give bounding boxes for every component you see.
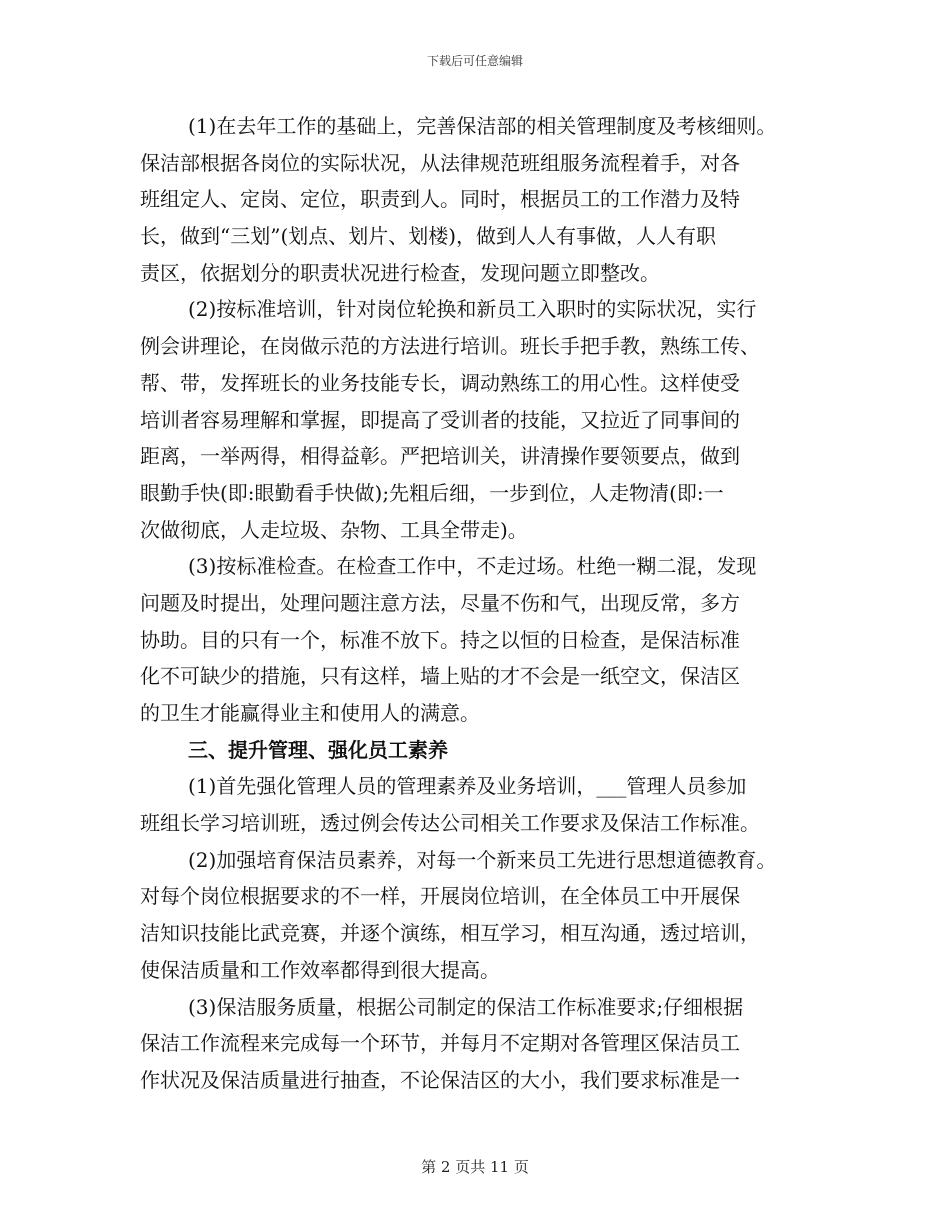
paragraph-line: (1)在去年工作的基础上，完善保洁部的相关管理制度及考核细则。 <box>188 114 777 138</box>
paragraph-line: 洁知识技能比武竞赛，并逐个演练，相互学习，相互沟通，透过培训， <box>140 921 760 946</box>
paragraph-line: (3)保洁服务质量，根据公司制定的保洁工作标准要求;仔细根据 <box>188 994 744 1019</box>
paragraph-line: 长，做到“三划”(划点、划片、划楼)，做到人人有事做，人人有职 <box>140 224 717 249</box>
page-footer: 第 2 页共 11 页 <box>421 1158 529 1176</box>
paragraph-line: (3)按标准检查。在检查工作中，不走过场。杜绝一糊二混，发现 <box>188 554 757 579</box>
paragraph-line: 责区，依据划分的职责状况进行检查，发现问题立即整改。 <box>140 260 660 285</box>
paragraph-line: (1)首先强化管理人员的管理素养及业务培训，___管理人员参加 <box>188 774 747 799</box>
paragraph-line: 问题及时提出，处理问题注意方法，尽量不伤和气，出现反常，多方 <box>140 590 740 615</box>
paragraph-line: 培训者容易理解和掌握，即提高了受训者的技能，又拉近了同事间的 <box>140 407 740 432</box>
paragraph-line: 作状况及保洁质量进行抽查，不论保洁区的大小，我们要求标准是一 <box>140 1067 740 1092</box>
paragraph-line: 的卫生才能赢得业主和使用人的满意。 <box>140 701 480 725</box>
paragraph-line: 保洁部根据各岗位的实际状况，从法律规范班组服务流程着手，对各 <box>140 150 740 175</box>
page-header: 下载后可任意编辑 <box>426 54 523 68</box>
paragraph-line: 班组长学习培训班，透过例会传达公司相关工作要求及保洁工作标准。 <box>140 811 760 836</box>
paragraph-line: 例会讲理论，在岗做示范的方法进行培训。班长手把手教，熟练工传、 <box>140 334 760 359</box>
paragraph-line: 使保洁质量和工作效率都得到很大提高。 <box>140 957 500 982</box>
paragraph-line: 协助。目的只有一个，标准不放下。持之以恒的日检查，是保洁标准 <box>140 627 740 652</box>
paragraph-line: (2)加强培育保洁员素养，对每一个新来员工先进行思想道德教育。 <box>188 847 777 872</box>
paragraph-line: 对每个岗位根据要求的不一样，开展岗位培训，在全体员工中开展保 <box>140 884 740 909</box>
paragraph-line: 保洁工作流程来完成每一个环节，并每月不定期对各管理区保洁员工 <box>140 1031 740 1056</box>
paragraph-line: (2)按标准培训，针对岗位轮换和新员工入职时的实际状况，实行 <box>188 297 757 322</box>
document-body <box>140 108 830 1099</box>
paragraph-line: 眼勤手快(即:眼勤看手快做);先粗后细，一步到位，人走物清(即:一 <box>140 480 724 505</box>
section-heading: 三、提升管理、强化员工素养 <box>188 737 448 762</box>
paragraph-line: 班组定人、定岗、定位，职责到人。同时，根据员工的工作潜力及特 <box>140 187 740 212</box>
paragraph-line: 次做彻底，人走垃圾、杂物、工具全带走)。 <box>140 517 528 542</box>
paragraph-line: 帮、带，发挥班长的业务技能专长，调动熟练工的用心性。这样使受 <box>140 370 740 395</box>
paragraph-line: 距离，一举两得，相得益彰。严把培训关，讲清操作要领要点，做到 <box>140 444 740 469</box>
paragraph-line: 化不可缺少的措施，只有这样，墙上贴的才不会是一纸空文，保洁区 <box>140 664 740 689</box>
